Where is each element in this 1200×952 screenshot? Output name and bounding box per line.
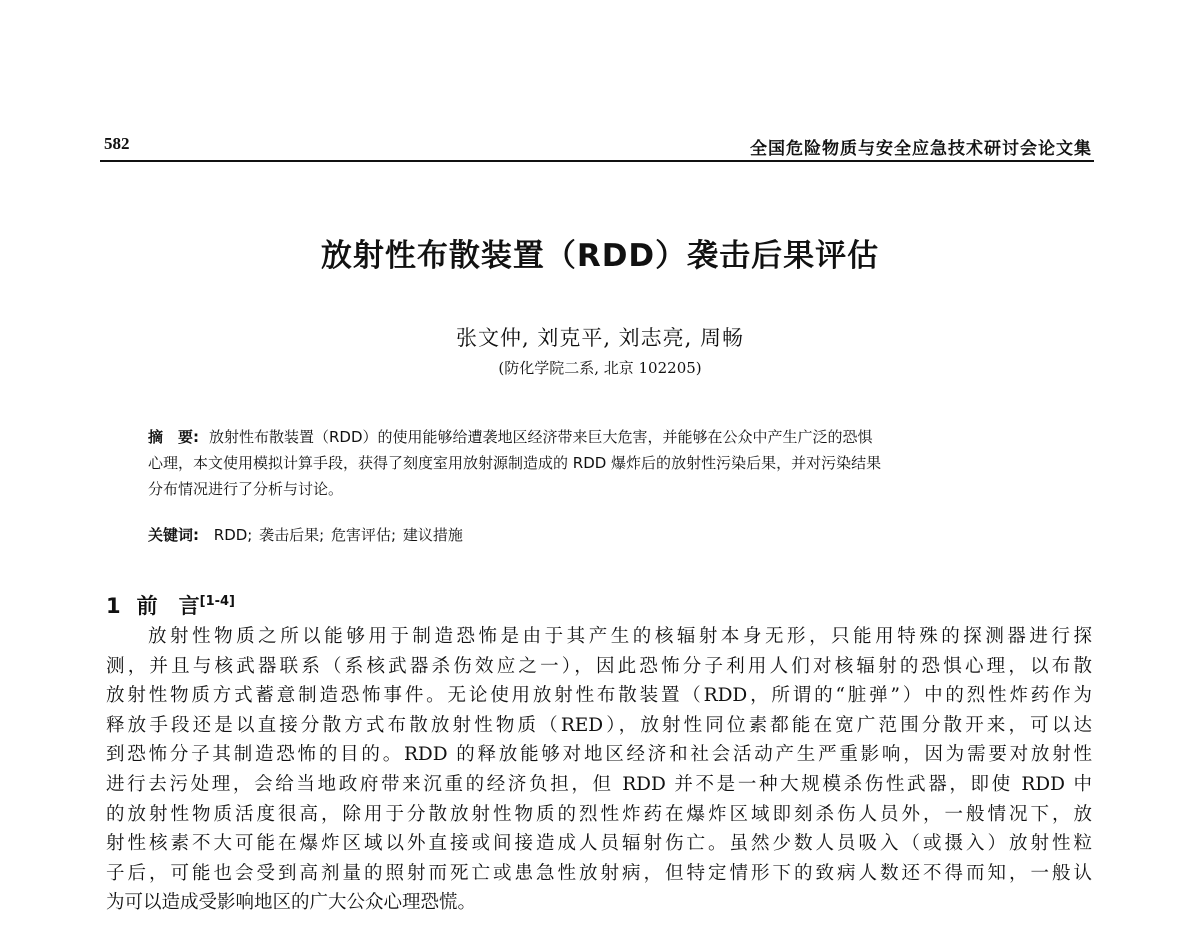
- affiliation: (防化学院二系, 北京 102205): [498, 359, 702, 377]
- abstract-label: 摘 要:: [148, 428, 199, 446]
- author-list: 张文仲, 刘克平, 刘志亮, 周畅: [455, 326, 745, 350]
- section-heading: [106, 590, 235, 620]
- page-header: [100, 134, 1094, 162]
- keywords: [148, 524, 1054, 545]
- body-line: 释放手段还是以直接分散方式布散放射性物质（RED），放射性同位素都能在宽广范围分散开来，可以达: [106, 714, 1092, 736]
- body-line: 放射性物质之所以能够用于制造恐怖是由于其产生的核辐射本身无形，只能用特殊的探测器进行探: [148, 626, 1092, 647]
- section-number: 1: [106, 594, 121, 618]
- abstract-line-3: 分布情况进行了分析与讨论。: [148, 480, 344, 498]
- body-line: 测，并且与核武器联系（系核武器杀伤效应之一），因此恐怖分子利用人们对核辐射的恐惧心理，以布散: [106, 655, 1092, 677]
- page-number: 582: [104, 134, 130, 153]
- body-line: 到恐怖分子其制造恐怖的目的。RDD 的释放能够对地区经济和社会活动产生严重影响，因为需要对放射性: [106, 744, 1092, 766]
- paper-title: 放射性布散装置（RDD）袭击后果评估: [320, 238, 880, 274]
- body-line: 放射性物质方式蓄意制造恐怖事件。无论使用放射性布散装置（RDD，所谓的“脏弹”）中的烈性炸药作为: [106, 685, 1092, 707]
- keyword-1: RDD;: [213, 526, 253, 544]
- abstract: [148, 424, 1054, 502]
- section-title: 前 言: [136, 594, 200, 618]
- body-line: 进行去污处理，会给当地政府带来沉重的经济负担，但 RDD 并不是一种大规模杀伤性武器，即使 RDD 中: [106, 773, 1092, 795]
- section-body: [106, 622, 1092, 918]
- keyword-2: 袭击后果;: [259, 526, 325, 544]
- body-line: 射性核素不大可能在爆炸区域以外直接或间接造成人员辐射伤亡。虽然少数人员吸入（或摄入）放射性粒: [106, 833, 1092, 855]
- keyword-4: 建议措施: [402, 526, 463, 544]
- keywords-label: 关键词:: [148, 526, 199, 544]
- section-citation: [1-4]: [199, 594, 235, 609]
- keyword-3: 危害评估;: [330, 526, 397, 544]
- abstract-line-1: [148, 424, 1054, 450]
- body-line: 的放射性物质活度很高，除用于分散放射性物质的烈性炸药在爆炸区域即刻杀伤人员外，一般情况下，放: [106, 803, 1092, 825]
- running-title: 全国危险物质与安全应急技术研讨会论文集: [750, 139, 1092, 159]
- body-line: 为可以造成受影响地区的广大公众心理恐慌。: [106, 892, 477, 914]
- abstract-text-1: 放射性布散装置（RDD）的使用能够给遭袭地区经济带来巨大危害，并能够在公众中产生广泛的恐惧: [209, 428, 873, 446]
- abstract-line-2: 心理，本文使用模拟计算手段，获得了刻度室用放射源制造成的 RDD 爆炸后的放射性污染后果，并对污染结果: [148, 454, 882, 472]
- body-line: 子后，可能也会受到高剂量的照射而死亡或患急性放射病，但特定情形下的致病人数还不得而知，一般认: [106, 862, 1092, 884]
